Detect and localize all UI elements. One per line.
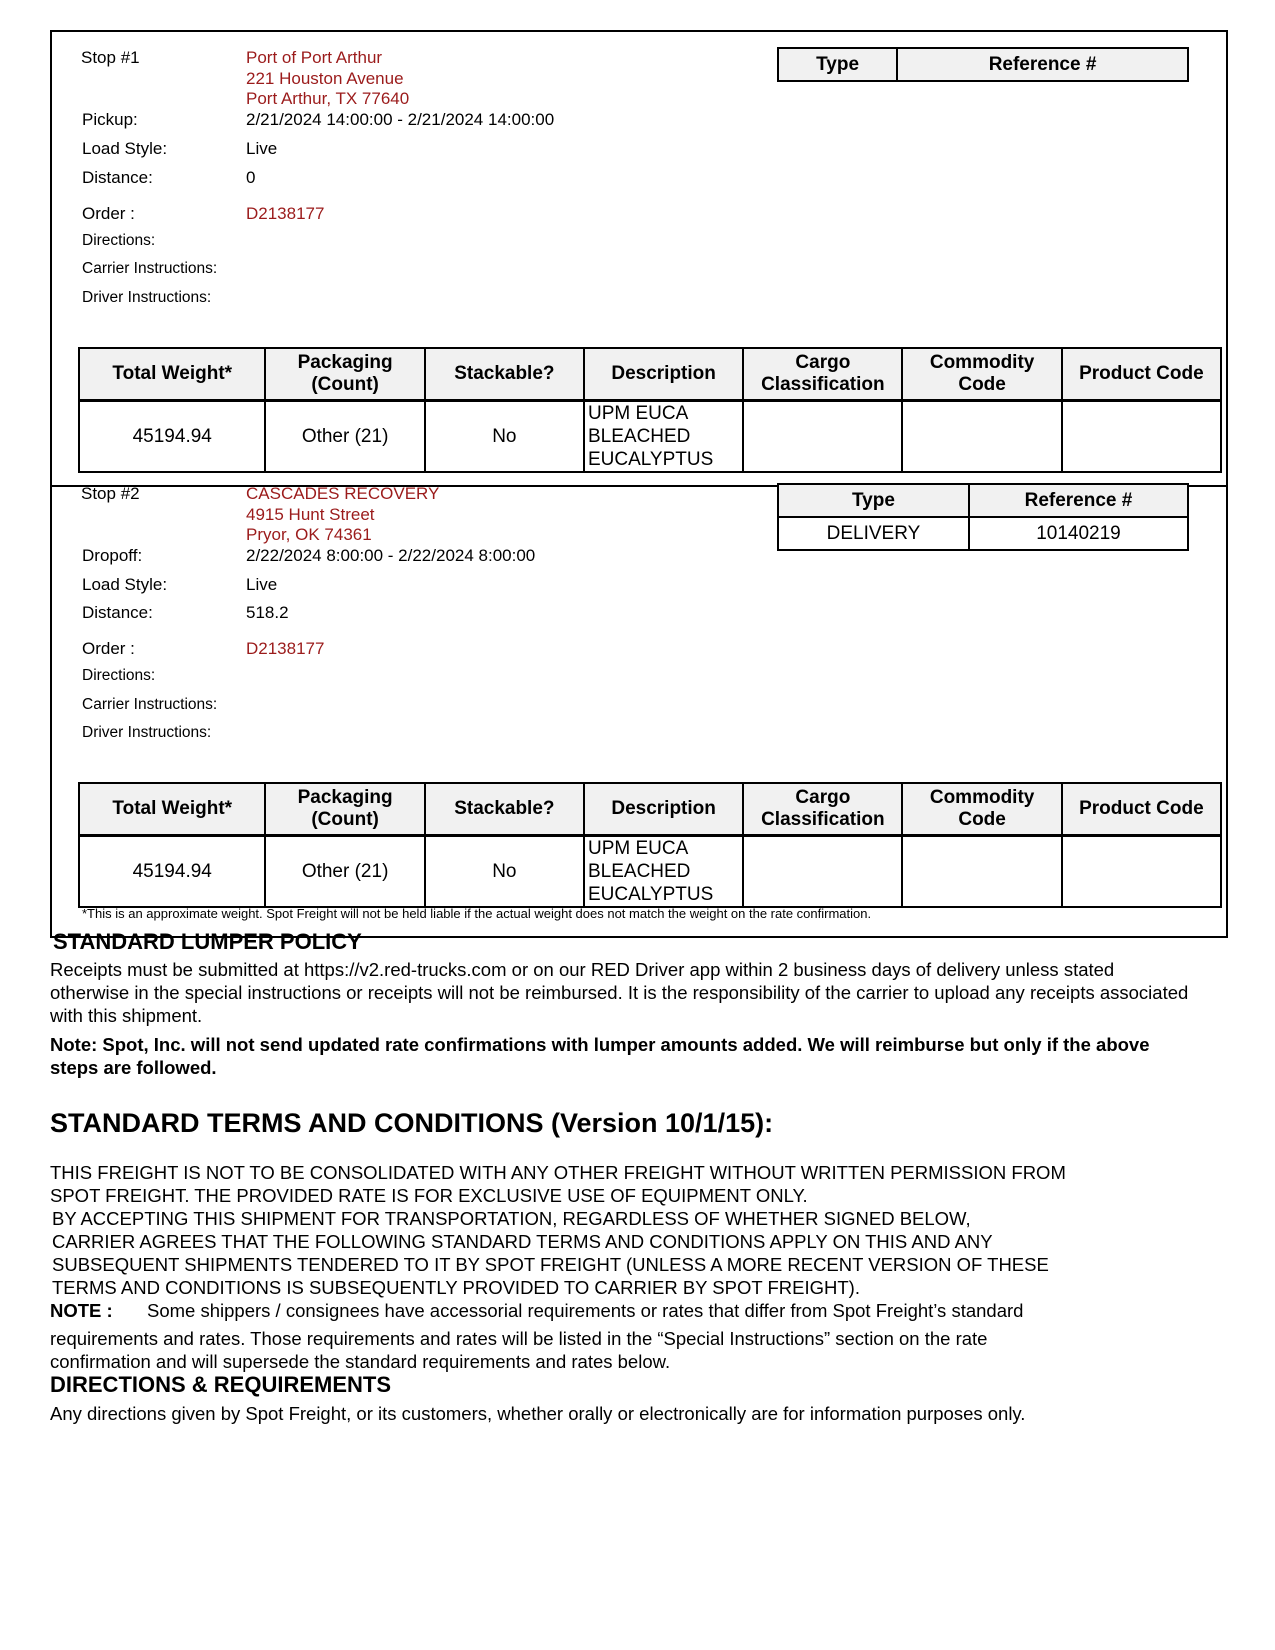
cargo-description-line: EUCALYPTUS [587, 449, 714, 470]
cargo-header-commodity-code: Commodity Code [902, 348, 1061, 401]
cargo-total-weight: 45194.94 [79, 401, 265, 473]
cargo-header-description: Description [584, 348, 743, 401]
stop-2-number: Stop #2 [81, 484, 140, 503]
terms-line: THIS FREIGHT IS NOT TO BE CONSOLIDATED WITH ANY OTHER FREIGHT WITHOUT WRITTEN PERMISSION FROM [50, 1162, 1066, 1183]
cargo-stackable: No [425, 401, 584, 473]
cargo-classification [743, 401, 902, 473]
terms-line: SPOT FREIGHT. THE PROVIDED RATE IS FOR EXCLUSIVE USE OF EQUIPMENT ONLY. [50, 1185, 808, 1206]
directions-body: Any directions given by Spot Freight, or its customers, whether orally or electronically are for information purposes only. [50, 1403, 1026, 1424]
cargo-packaging: Other (21) [265, 401, 424, 473]
cargo-commodity-code [902, 836, 1061, 908]
terms-note-line: requirements and rates. Those requirements and rates will be listed in the “Special Instructions” section on the rate [50, 1328, 988, 1349]
cargo-header-commodity-code: Commodity Code [902, 783, 1061, 836]
stop-1-load-style: Live [246, 139, 278, 158]
stop-1-carrier-instructions-label: Carrier Instructions: [82, 260, 218, 277]
cargo-commodity-code [902, 401, 1061, 473]
table-row [778, 517, 1188, 550]
stop-1-address1: 221 Houston Avenue [246, 69, 404, 88]
stop-1-cargo-table [78, 347, 1222, 473]
cargo-header-product-code: Product Code [1062, 348, 1221, 401]
stop-1-time-value: 2/21/2024 14:00:00 - 2/21/2024 14:00:00 [246, 110, 555, 129]
cargo-description-line: BLEACHED [587, 861, 691, 882]
cargo-header-product-code: Product Code [1062, 783, 1221, 836]
ref-header-type: Type [778, 484, 969, 517]
cargo-header-description: Description [584, 783, 743, 836]
cargo-header-packaging: Packaging (Count) [265, 348, 424, 401]
cargo-total-weight: 45194.94 [79, 836, 265, 908]
stop-1-time-label: Pickup: [82, 110, 138, 129]
terms-note-first-line: Some shippers / consignees have accessorial requirements or rates that differ from Spot Freight’s standard [147, 1300, 1024, 1321]
stop-2-carrier-instructions-label: Carrier Instructions: [82, 696, 218, 713]
stop-2-time-value: 2/22/2024 8:00:00 - 2/22/2024 8:00:00 [246, 546, 536, 565]
stop-2-distance: 518.2 [246, 603, 289, 622]
stop-2-name: CASCADES RECOVERY [246, 484, 440, 503]
stop-1-driver-instructions-label: Driver Instructions: [82, 289, 212, 306]
stop-2-order[interactable]: D2138177 [246, 639, 325, 658]
cargo-header-cargo-classification: Cargo Classification [743, 783, 902, 836]
terms-line: SUBSEQUENT SHIPMENTS TENDERED TO IT BY SPOT FREIGHT (UNLESS A MORE RECENT VERSION OF THESE [52, 1254, 1049, 1275]
cargo-product-code [1062, 836, 1221, 908]
stop-1-distance: 0 [246, 168, 256, 187]
terms-line: CARRIER AGREES THAT THE FOLLOWING STANDARD TERMS AND CONDITIONS APPLY ON THIS AND ANY [52, 1231, 993, 1252]
cargo-classification [743, 836, 902, 908]
lumper-policy-body: Receipts must be submitted at https://v2.red-trucks.com or on our RED Driver app within 2 business days of delivery unless stated otherwise in the special instructions or receipts will not be reimbursed. It is the responsibility of the carrier to upload any receipts associated with this shipment. [50, 959, 1189, 1026]
stop-2-driver-instructions-label: Driver Instructions: [82, 724, 212, 741]
lumper-policy-heading: STANDARD LUMPER POLICY [53, 929, 362, 954]
ref-type: DELIVERY [778, 517, 969, 550]
ref-header-type: Type [778, 48, 897, 81]
terms-note-label: NOTE : [50, 1300, 113, 1321]
cargo-header-cargo-classification: Cargo Classification [743, 348, 902, 401]
ref-header-reference: Reference # [969, 484, 1188, 517]
cargo-description-line: UPM EUCA [587, 403, 689, 424]
stop-2-cargo-table [78, 782, 1222, 908]
stop-1-directions-label: Directions: [82, 232, 156, 249]
stop-2-load-style: Live [246, 575, 278, 594]
stop-1-order-label: Order : [82, 204, 135, 223]
cargo-description [584, 401, 743, 473]
stop-2-distance-label: Distance: [82, 603, 153, 622]
cargo-packaging: Other (21) [265, 836, 424, 908]
cargo-header-packaging: Packaging (Count) [265, 783, 424, 836]
weight-footnote: *This is an approximate weight. Spot Freight will not be held liable if the actual weight does not match the weight on the rate confirmation. [82, 906, 872, 921]
terms-line: BY ACCEPTING THIS SHIPMENT FOR TRANSPORTATION, REGARDLESS OF WHETHER SIGNED BELOW, [52, 1208, 971, 1229]
stop-2-order-label: Order : [82, 639, 135, 658]
cargo-header-stackable: Stackable? [425, 348, 584, 401]
stop-1-name: Port of Port Arthur [246, 48, 383, 67]
stop-2-directions-label: Directions: [82, 667, 156, 684]
cargo-description-line: BLEACHED [587, 426, 691, 447]
cargo-description-line: EUCALYPTUS [587, 884, 714, 905]
terms-line: TERMS AND CONDITIONS IS SUBSEQUENTLY PROVIDED TO CARRIER BY SPOT FREIGHT). [52, 1277, 860, 1298]
cargo-header-total-weight: Total Weight* [79, 348, 265, 401]
ref-header-reference: Reference # [897, 48, 1188, 81]
cargo-description-line: UPM EUCA [587, 838, 689, 859]
cargo-header-total-weight: Total Weight* [79, 783, 265, 836]
cargo-description [584, 836, 743, 908]
terms-note-line: confirmation and will supersede the standard requirements and rates below. [50, 1351, 671, 1372]
stop-1-number: Stop #1 [81, 48, 140, 67]
cargo-stackable: No [425, 836, 584, 908]
table-row [79, 401, 1221, 473]
stop-1-reference-table [777, 47, 1189, 82]
stop-2-address1: 4915 Hunt Street [246, 505, 375, 524]
stop-2-reference-table [777, 483, 1189, 551]
stop-2-time-label: Dropoff: [82, 546, 143, 565]
lumper-policy-note: Note: Spot, Inc. will not send updated rate confirmations with lumper amounts added. We will reimburse but only if the above steps are followed. [50, 1034, 1150, 1078]
ref-number: 10140219 [969, 517, 1188, 550]
stop-1-distance-label: Distance: [82, 168, 153, 187]
table-row [79, 836, 1221, 908]
stop-1-address2: Port Arthur, TX 77640 [246, 89, 410, 108]
stop-1-load-style-label: Load Style: [82, 139, 168, 158]
terms-heading: STANDARD TERMS AND CONDITIONS (Version 10/1/15): [50, 1108, 774, 1138]
stop-2-load-style-label: Load Style: [82, 575, 168, 594]
stop-1-order[interactable]: D2138177 [246, 204, 325, 223]
stop-2-address2: Pryor, OK 74361 [246, 525, 372, 544]
directions-heading: DIRECTIONS & REQUIREMENTS [50, 1372, 392, 1397]
cargo-header-stackable: Stackable? [425, 783, 584, 836]
cargo-product-code [1062, 401, 1221, 473]
